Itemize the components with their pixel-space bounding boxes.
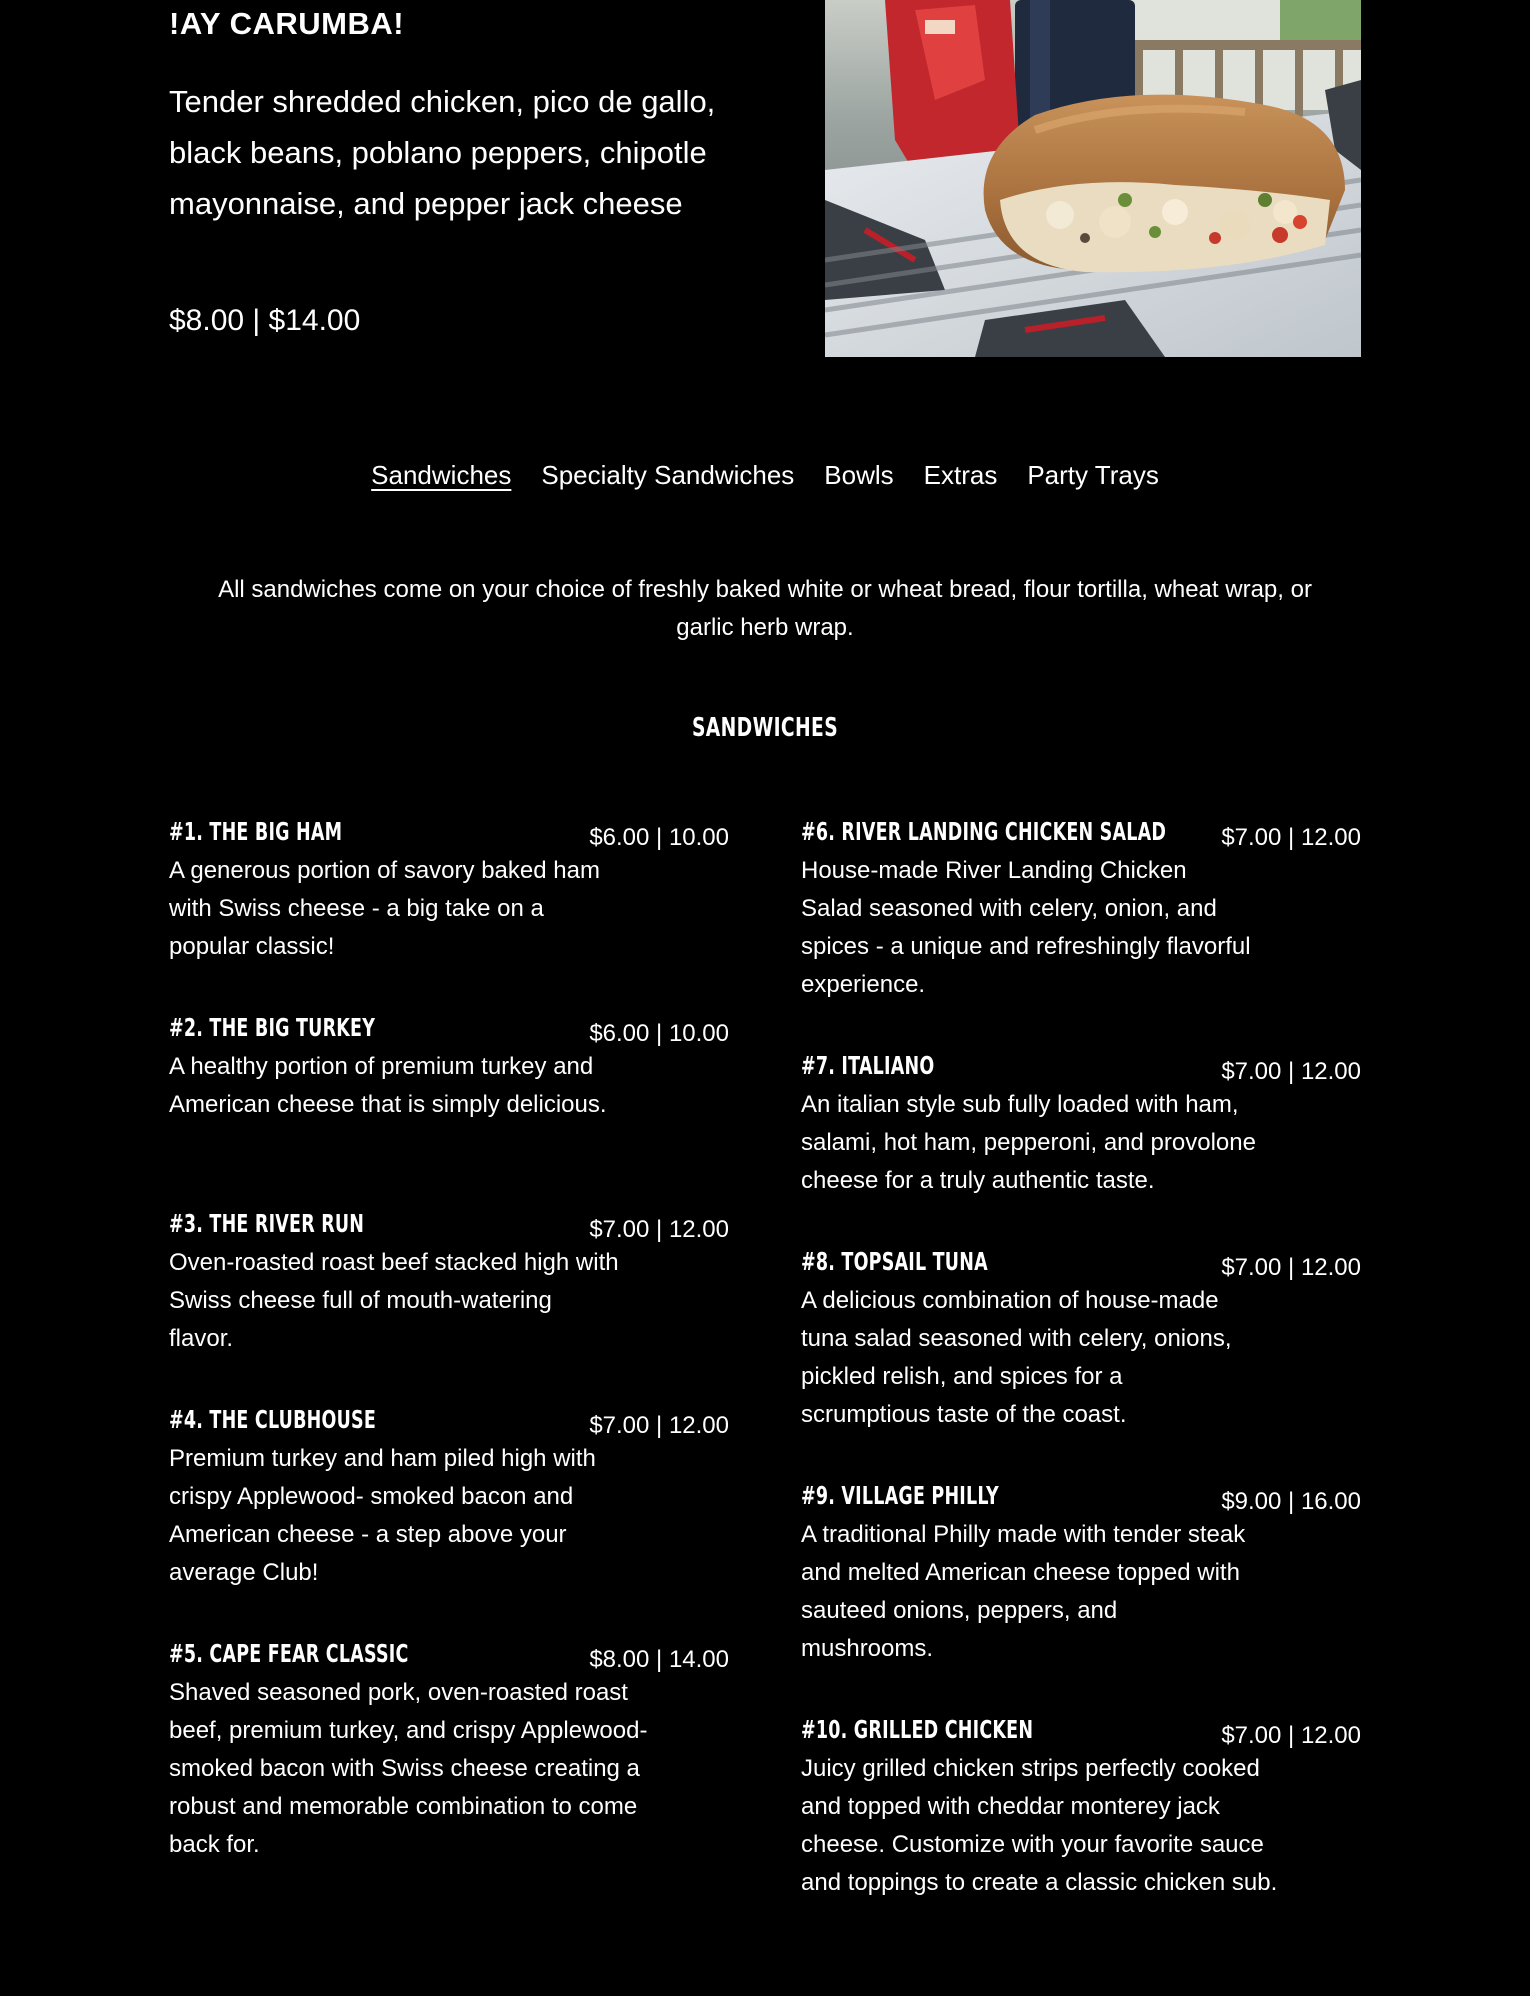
tab-bowls[interactable]: Bowls: [824, 460, 894, 490]
menu-item: [801, 817, 1361, 1004]
menu-item-description: A delicious combination of house-made tuna salad seasoned with celery, onions, pickled relish, and spices for a scrumptious taste of the coast.: [801, 1287, 1232, 1428]
tab-extras[interactable]: Extras: [923, 460, 998, 490]
menu-item-price: $9.00 | 16.00: [1221, 1488, 1361, 1515]
menu-item-price: $7.00 | 12.00: [589, 1216, 729, 1243]
menu-item-description: Premium turkey and ham piled high with crispy Applewood- smoked bacon and American cheese - a step above your average Club!: [169, 1445, 596, 1586]
menu-item-description: Juicy grilled chicken strips perfectly cooked and topped with cheddar monterey jack cheese. Customize with your favorite sauce and toppings to create a classic chicken sub.: [801, 1755, 1278, 1896]
menu-item-price: $7.00 | 12.00: [589, 1412, 729, 1439]
menu-item-name: #8. TOPSAIL TUNA: [801, 1247, 988, 1276]
menu-item-price: $7.00 | 12.00: [1221, 1254, 1361, 1281]
menu-item: [169, 1013, 729, 1124]
menu-item-name: #2. THE BIG TURKEY: [169, 1013, 376, 1042]
menu-item-price: $6.00 | 10.00: [589, 1020, 729, 1047]
menu-item-name: #4. THE CLUBHOUSE: [169, 1405, 376, 1434]
menu-item-name: #9. VILLAGE PHILLY: [801, 1481, 999, 1510]
menu-item-description: House-made River Landing Chicken Salad seasoned with celery, onion, and spices - a unique and refreshingly flavorful experience.: [801, 857, 1251, 998]
sandwich-photo-illustration: [825, 0, 1361, 357]
menu-item-price: $7.00 | 12.00: [1221, 1058, 1361, 1085]
menu-item-description: Shaved seasoned pork, oven-roasted roast beef, premium turkey, and crispy Applewood-smoked bacon with Swiss cheese creating a robust and memorable combination to come back for.: [169, 1679, 648, 1858]
menu-item: [801, 1481, 1361, 1668]
menu-item: [169, 1405, 729, 1592]
tab-sandwiches[interactable]: Sandwiches: [371, 460, 512, 490]
menu-item: [169, 1209, 729, 1358]
bread-choice-note: All sandwiches come on your choice of freshly baked white or wheat bread, flour tortilla, wheat wrap, or garlic herb wrap.: [218, 576, 1312, 641]
menu-item-description: A generous portion of savory baked ham with Swiss cheese - a big take on a popular classic!: [169, 857, 600, 960]
featured-item-description: Tender shredded chicken, pico de gallo, black beans, poblano peppers, chipotle mayonnaise, and pepper jack cheese: [169, 84, 716, 221]
menu-item-price: $7.00 | 12.00: [1221, 1722, 1361, 1749]
menu-item: [801, 1247, 1361, 1434]
featured-sandwich-image: [825, 0, 1361, 357]
section-title: SANDWICHES: [691, 713, 839, 743]
menu-item: [169, 817, 729, 966]
menu-item-name: #6. RIVER LANDING CHICKEN SALAD: [801, 817, 1167, 846]
menu-item: [801, 1051, 1361, 1200]
menu-item-price: $7.00 | 12.00: [1221, 824, 1361, 851]
featured-item-price: $8.00 | $14.00: [169, 304, 361, 337]
menu-item-name: #7. ITALIANO: [801, 1051, 935, 1080]
menu-item-description: An italian style sub fully loaded with ham, salami, hot ham, pepperoni, and provolone cheese for a truly authentic taste.: [801, 1091, 1256, 1194]
category-tabs: [0, 460, 1530, 491]
menu-item-name: #1. THE BIG HAM: [169, 817, 343, 846]
menu-item: [169, 1639, 729, 1864]
menu-item-description: Oven-roasted roast beef stacked high with Swiss cheese full of mouth-watering flavor.: [169, 1249, 619, 1352]
menu-item-price: $6.00 | 10.00: [589, 824, 729, 851]
tab-party-trays[interactable]: Party Trays: [1027, 460, 1159, 490]
menu-item-price: $8.00 | 14.00: [589, 1646, 729, 1673]
menu-item-name: #5. CAPE FEAR CLASSIC: [169, 1639, 409, 1668]
menu-item: [801, 1715, 1361, 1902]
menu-item-description: A traditional Philly made with tender steak and melted American cheese topped with sauteed onions, peppers, and mushrooms.: [801, 1521, 1246, 1662]
menu-item-name: #3. THE RIVER RUN: [169, 1209, 365, 1238]
featured-item-title: !AY CARUMBA!: [169, 6, 405, 41]
tab-specialty-sandwiches[interactable]: Specialty Sandwiches: [541, 460, 795, 490]
menu-item-name: #10. GRILLED CHICKEN: [801, 1715, 1034, 1744]
menu-item-description: A healthy portion of premium turkey and American cheese that is simply delicious.: [169, 1053, 607, 1118]
